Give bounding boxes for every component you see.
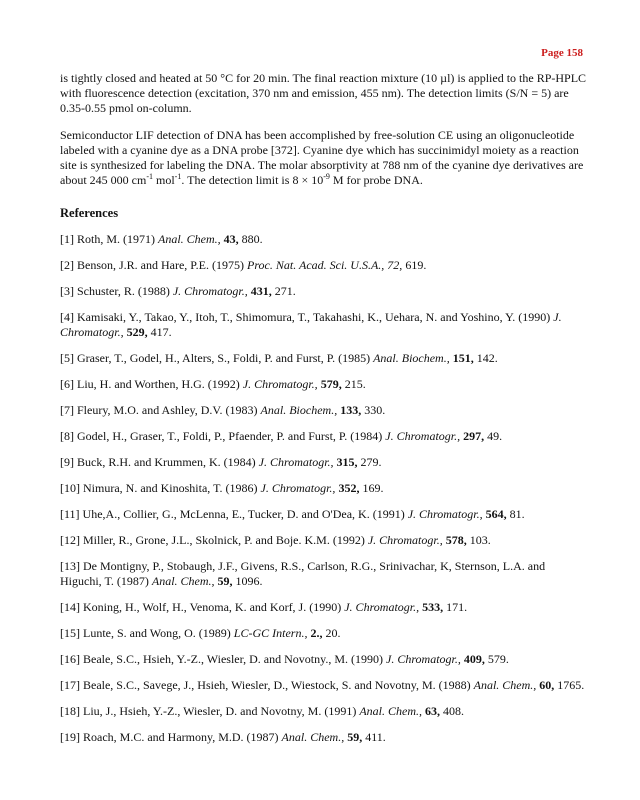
- reference-authors: [4] Kamisaki, Y., Takao, Y., Itoh, T., Shimomura, T., Takahashi, K., Uehara, N. and Yoshino, Y. (1990): [60, 310, 554, 324]
- reference-journal: J. Chromatogr.,: [60, 310, 562, 339]
- superscript: -1: [146, 172, 153, 181]
- reference-journal: J. Chromatogr.,: [242, 377, 318, 391]
- reference-authors: [3] Schuster, R. (1988): [60, 284, 173, 298]
- superscript: -1: [174, 172, 182, 181]
- reference-pages: 103.: [466, 533, 491, 547]
- reference-volume: 151,: [449, 351, 474, 365]
- reference-journal: Anal. Biochem.,: [373, 351, 450, 365]
- reference-volume: 409,: [460, 652, 485, 666]
- reference-item: [60, 652, 588, 667]
- reference-authors: [17] Beale, S.C., Savege, J., Hsieh, Wiesler, D., Wiestock, S. and Novotny, M. (1988): [60, 678, 474, 692]
- reference-volume: 43,: [220, 232, 239, 246]
- reference-item: [60, 600, 588, 615]
- reference-item: [60, 377, 588, 392]
- reference-authors: [14] Koning, H., Wolf, H., Venoma, K. and Korf, J. (1990): [60, 600, 345, 614]
- reference-journal: Anal. Chem.,: [473, 678, 537, 692]
- reference-journal: Anal. Biochem.,: [260, 403, 338, 417]
- reference-pages: 417.: [147, 325, 172, 339]
- reference-volume: 315,: [333, 455, 358, 469]
- reference-authors: [18] Liu, J., Hsieh, Y.-Z., Wiesler, D. and Novotny, M. (1991): [60, 704, 360, 718]
- reference-volume: 59,: [344, 730, 363, 744]
- reference-pages: 20.: [322, 626, 341, 640]
- reference-volume: 60,: [536, 678, 555, 692]
- reference-volume: 59,: [214, 574, 233, 588]
- reference-pages: 142.: [473, 351, 498, 365]
- reference-item: [60, 455, 588, 470]
- reference-journal: LC-GC Intern.,: [233, 626, 308, 640]
- reference-authors: [13] De Montigny, P., Stobaugh, J.F., Givens, R.S., Carlson, R.G., Srinivachar, K, Sternson, L.A. and Higuchi, T. (1987): [60, 559, 546, 588]
- reference-journal: J. Chromatogr.,: [344, 600, 420, 614]
- reference-item: [60, 678, 588, 693]
- reference-pages: 408.: [440, 704, 465, 718]
- reference-item: [60, 310, 588, 340]
- reference-item: [60, 351, 588, 366]
- reference-pages: 880.: [238, 232, 263, 246]
- reference-journal: J. Chromatogr.,: [385, 429, 461, 443]
- reference-item: [60, 704, 588, 719]
- reference-volume: 297,: [460, 429, 485, 443]
- paragraph-1: is tightly closed and heated at 50 °C for 20 min. The final reaction mixture (10 µl) is applied to the RP-HPLC with fluorescence detection (excitation, 370 nm and emission, 455 nm). The detection limits (S/N = 5) are 0.35-0.55 pmol on-column.: [60, 71, 587, 115]
- reference-pages: 619.: [402, 258, 427, 272]
- reference-item: [60, 258, 588, 273]
- reference-volume: 63,: [422, 704, 441, 718]
- paragraph-2-text-d: M for probe DNA.: [329, 173, 423, 187]
- reference-volume: 352,: [335, 481, 360, 495]
- reference-item: [60, 626, 588, 641]
- reference-item: [60, 429, 588, 444]
- reference-item: [60, 559, 588, 589]
- reference-authors: [19] Roach, M.C. and Harmony, M.D. (1987): [60, 730, 282, 744]
- page-number: Page 158: [541, 47, 583, 59]
- reference-pages: 579.: [484, 652, 509, 666]
- reference-pages: 171.: [443, 600, 468, 614]
- reference-volume: 579,: [317, 377, 342, 391]
- reference-authors: [2] Benson, J.R. and Hare, P.E. (1975): [60, 258, 247, 272]
- reference-volume: 533,: [419, 600, 444, 614]
- reference-authors: [1] Roth, M. (1971): [60, 232, 158, 246]
- references-list: [60, 232, 588, 745]
- reference-journal: J. Chromatogr.,: [260, 481, 336, 495]
- reference-journal: J. Chromatogr.,: [386, 652, 461, 666]
- reference-volume: 133,: [337, 403, 362, 417]
- paragraph-2-text-a: Semiconductor LIF detection of DNA has been accomplished by free-solution CE using an oligonucleotide labeled with a cyanine dye as a DNA probe [372]. Cyanine dye which has succinimidyl moiety as a reaction site is synthesized for labeling the DNA. The molar absorptivity at 788 nm of the cyanine dye derivatives are about 245 000 cm: [60, 128, 584, 187]
- reference-journal: Anal. Chem.,: [151, 574, 215, 588]
- paragraph-2-text-b: mol: [153, 173, 175, 187]
- reference-item: [60, 481, 588, 496]
- reference-volume: 564,: [482, 507, 507, 521]
- reference-item: [60, 232, 588, 247]
- reference-pages: 169.: [359, 481, 384, 495]
- reference-journal: J. Chromatogr.,: [367, 533, 443, 547]
- reference-pages: 49.: [484, 429, 503, 443]
- reference-authors: [5] Graser, T., Godel, H., Alters, S., Foldi, P. and Furst, P. (1985): [60, 351, 374, 365]
- reference-item: [60, 284, 588, 299]
- reference-authors: [9] Buck, R.H. and Krummen, K. (1984): [60, 455, 259, 469]
- reference-journal: J. Chromatogr.,: [407, 507, 483, 521]
- reference-volume: 529,: [123, 325, 148, 339]
- reference-authors: [7] Fleury, M.O. and Ashley, D.V. (1983): [60, 403, 261, 417]
- reference-authors: [10] Nimura, N. and Kinoshita, T. (1986): [60, 481, 261, 495]
- reference-journal: Anal. Chem.,: [281, 730, 345, 744]
- reference-item: [60, 507, 588, 522]
- reference-authors: [16] Beale, S.C., Hsieh, Y.-Z., Wiesler, D. and Novotny., M. (1990): [60, 652, 386, 666]
- reference-authors: [6] Liu, H. and Worthen, H.G. (1992): [60, 377, 243, 391]
- reference-authors: [8] Godel, H., Graser, T., Foldi, P., Pfaender, P. and Furst, P. (1984): [60, 429, 386, 443]
- document-body: [60, 71, 588, 756]
- reference-item: [60, 730, 588, 745]
- reference-volume: 431,: [247, 284, 272, 298]
- reference-pages: 279.: [357, 455, 382, 469]
- reference-item: [60, 533, 588, 548]
- reference-pages: 81.: [506, 507, 525, 521]
- reference-authors: [15] Lunte, S. and Wong, O. (1989): [60, 626, 234, 640]
- reference-journal: Anal. Chem.,: [158, 232, 221, 246]
- reference-pages: 330.: [361, 403, 386, 417]
- paragraph-2-text-c: . The detection limit is 8 × 10: [181, 173, 324, 187]
- superscript: -9: [323, 172, 330, 181]
- reference-journal: J. Chromatogr.,: [172, 284, 248, 298]
- references-heading: References: [60, 206, 119, 220]
- reference-pages: 215.: [341, 377, 366, 391]
- reference-pages: 411.: [362, 730, 386, 744]
- reference-item: [60, 403, 588, 418]
- reference-pages: 271.: [271, 284, 296, 298]
- reference-volume: 2.,: [307, 626, 323, 640]
- paragraph-2: [60, 128, 588, 188]
- reference-journal: J. Chromatogr.,: [258, 455, 334, 469]
- reference-volume: 578,: [442, 533, 467, 547]
- reference-authors: [12] Miller, R., Grone, J.L., Skolnick, P. and Boje. K.M. (1992): [60, 533, 368, 547]
- reference-journal: Proc. Nat. Acad. Sci. U.S.A., 72,: [246, 258, 403, 272]
- reference-pages: 1096.: [232, 574, 263, 588]
- reference-pages: 1765.: [554, 678, 585, 692]
- reference-authors: [11] Uhe,A., Collier, G., McLenna, E., Tucker, D. and O'Dea, K. (1991): [60, 507, 408, 521]
- reference-journal: Anal. Chem.,: [359, 704, 423, 718]
